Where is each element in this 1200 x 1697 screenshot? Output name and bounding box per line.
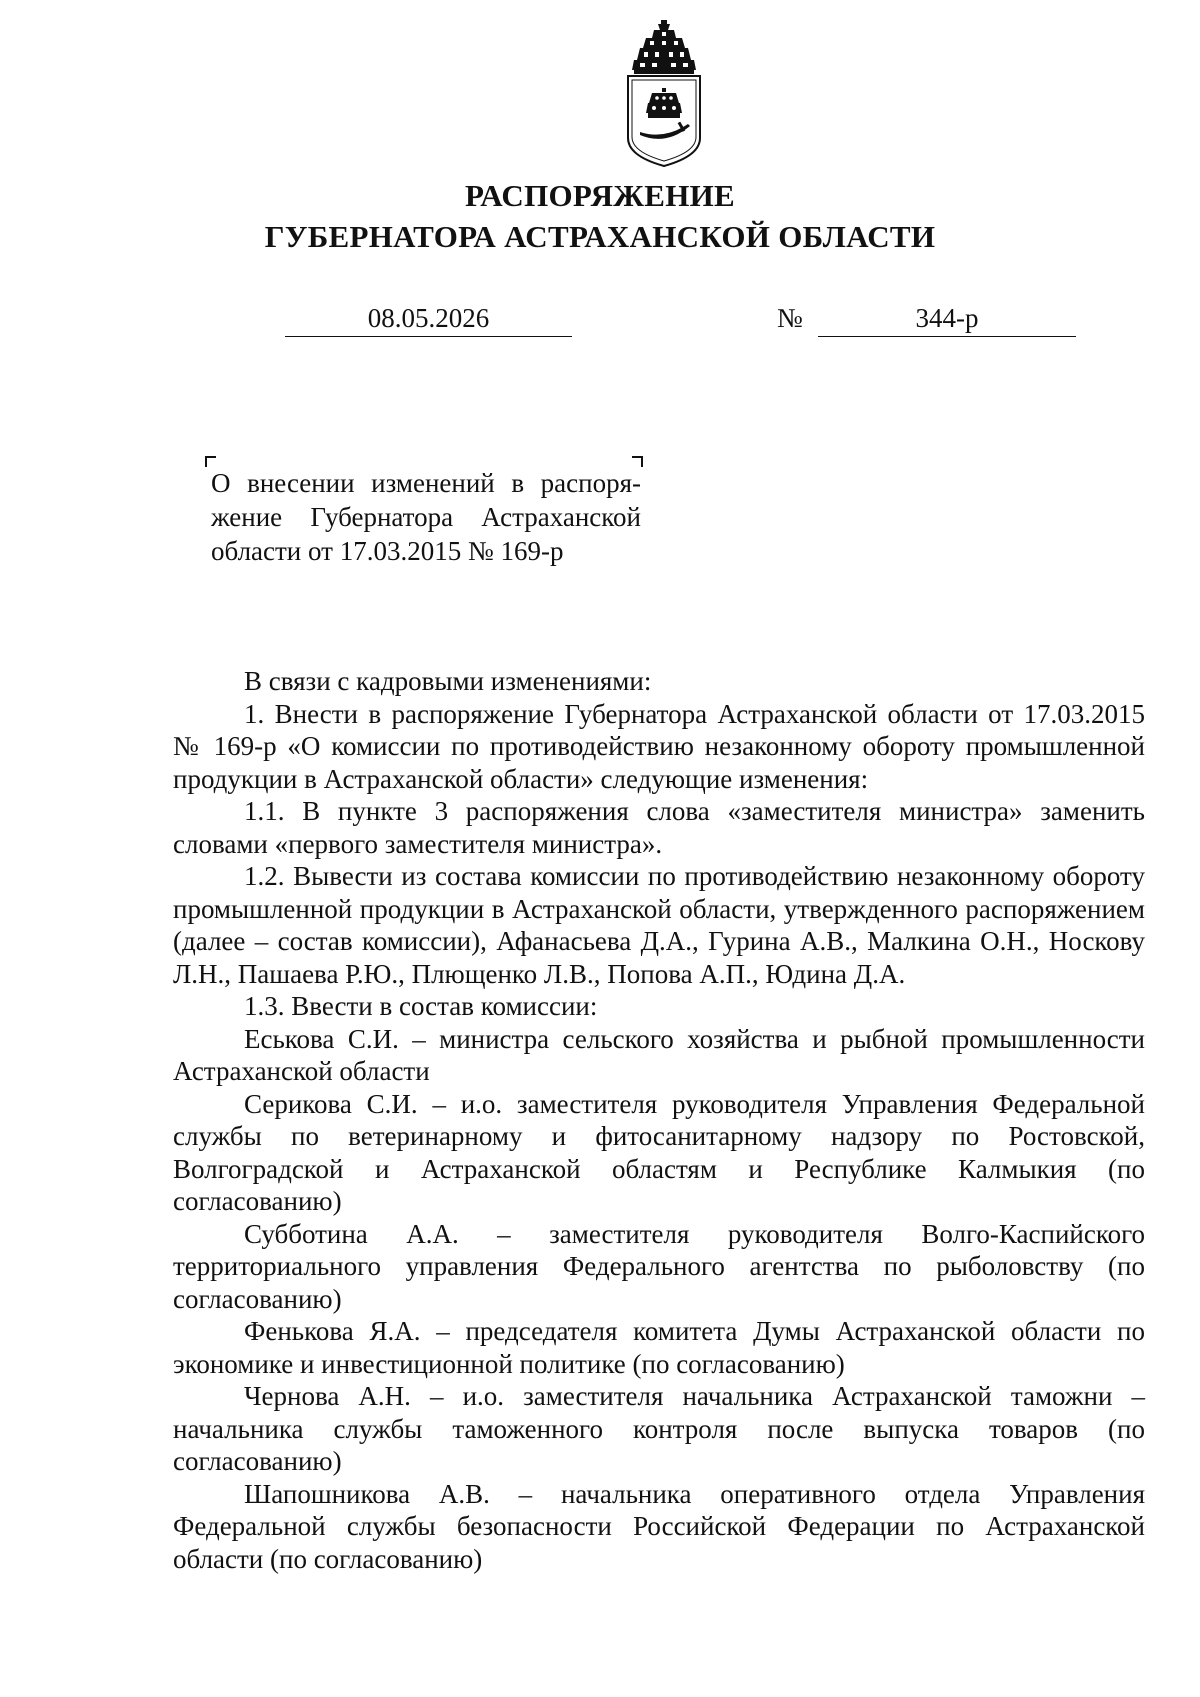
document-body	[173, 665, 1145, 1575]
coat-of-arms-icon	[620, 20, 708, 170]
crown-icon	[632, 20, 696, 74]
intro-paragraph: В связи с кадровыми изменениями:	[244, 666, 652, 696]
member-entry: Шапошникова А.В. – начальника оперативного отдела Управления Федеральной службы безопасности Российской Федерации по Астраханской области (по согласованию)	[173, 1478, 1145, 1574]
clause-1-2: 1.2. Вывести из состава комиссии по противодействию незаконному обороту промышленной продукции в Астраханской области, утвержденного распоряжением (далее – состав комиссии), Афанасьева Д.А., Гурина А.В., Малкина О.Н., Носкову Л.Н., Пашаева Р.Ю., Плющенко Л.В., Попова А.П., Юдина Д.А.	[173, 861, 1145, 989]
member-entry: Фенькова Я.А. – председателя комитета Думы Астраханской области по экономике и инвестиционной политике (по согласованию)	[173, 1316, 1145, 1379]
member-entry: Чернова А.Н. – и.о. заместителя начальника Астраханской таможни – начальника службы таможенного контроля после выпуска товаров (по согласованию)	[173, 1381, 1145, 1476]
document-date: 08.05.2026	[285, 300, 572, 337]
subject-line: жение Губернатора Астраханской	[211, 502, 641, 532]
clause-1-3: 1.3. Ввести в состав комиссии:	[244, 991, 598, 1021]
document-subject	[211, 466, 641, 568]
member-entry: Серикова С.И. – и.о. заместителя руководителя Управления Федеральной службы по ветеринарному и фитосанитарному надзору по Ростовской, Волгоградской и Астраханской областям и Республике Калмыкия (по согласованию)	[173, 1088, 1145, 1216]
clause-1-1: 1.1. В пункте 3 распоряжения слова «заместителя министра» заменить словами «первого заместителя министра».	[173, 796, 1145, 859]
subject-line: области от 17.03.2015 № 169-р	[211, 536, 564, 566]
subject-line: О внесении изменений в распоря-	[211, 468, 641, 498]
document-type-title: РАСПОРЯЖЕНИЕ	[464, 178, 736, 213]
issuer-title: ГУБЕРНАТОРА АСТРАХАНСКОЙ ОБЛАСТИ	[264, 219, 936, 254]
member-entry: Субботина А.А. – заместителя руководителя Волго-Каспийского территориального управления Федерального агентства по рыболовству (по согласованию)	[173, 1218, 1145, 1314]
document-number: 344-р	[818, 300, 1076, 337]
member-entry: Еськова С.И. – министра сельского хозяйства и рыбной промышленности Астраханской области	[173, 1023, 1145, 1086]
clause-1: 1. Внести в распоряжение Губернатора Астраханской области от 17.03.2015 № 169-р «О комиссии по противодействию незаконному обороту промышленной продукции в Астраханской области» следующие изменения:	[173, 698, 1145, 794]
number-label: №	[777, 303, 803, 333]
